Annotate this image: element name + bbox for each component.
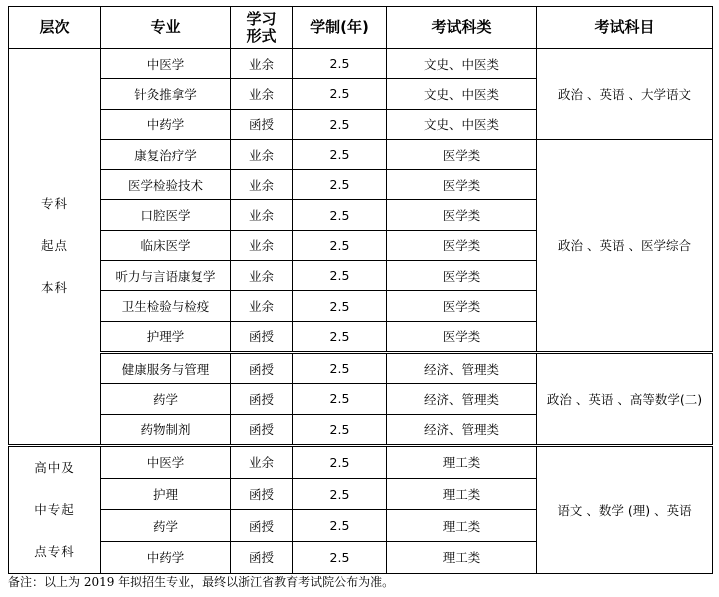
- duration-cell: 2.5: [293, 414, 387, 445]
- category-cell: 文史、中医类: [387, 109, 537, 139]
- category-cell: 文史、中医类: [387, 49, 537, 79]
- major-cell: 中医学: [101, 49, 231, 79]
- level-line: 高中及: [34, 459, 75, 475]
- major-cell: 针灸推拿学: [101, 79, 231, 109]
- major-cell: 口腔医学: [101, 200, 231, 230]
- level-zhuan-to-ben: [9, 49, 101, 446]
- category-cell: 医学类: [387, 200, 537, 230]
- duration-cell: 2.5: [293, 384, 387, 414]
- duration-cell: 2.5: [293, 49, 387, 79]
- duration-cell: 2.5: [293, 510, 387, 542]
- mode-cell: 函授: [231, 542, 293, 574]
- mode-cell: 函授: [231, 109, 293, 139]
- mode-cell: 函授: [231, 352, 293, 383]
- header-mode-line1: 学习: [246, 9, 277, 28]
- mode-cell: 业余: [231, 49, 293, 79]
- duration-cell: 2.5: [293, 230, 387, 260]
- table-row: [9, 352, 713, 383]
- subjects-group-1: 政治 、英语 、大学语文: [537, 49, 713, 140]
- duration-cell: 2.5: [293, 79, 387, 109]
- major-cell: 药物制剂: [101, 414, 231, 445]
- category-cell: 经济、管理类: [387, 352, 537, 383]
- mode-cell: 业余: [231, 261, 293, 291]
- category-cell: 医学类: [387, 230, 537, 260]
- duration-cell: 2.5: [293, 170, 387, 200]
- level-line: 中专起: [34, 501, 75, 517]
- major-cell: 医学检验技术: [101, 170, 231, 200]
- header-level: 层次: [9, 7, 101, 49]
- duration-cell: 2.5: [293, 261, 387, 291]
- duration-cell: 2.5: [293, 200, 387, 230]
- header-major: 专业: [101, 7, 231, 49]
- table-row: [9, 49, 713, 79]
- duration-cell: 2.5: [293, 321, 387, 352]
- mode-cell: 函授: [231, 510, 293, 542]
- header-mode: [231, 7, 293, 49]
- header-category: 考试科类: [387, 7, 537, 49]
- mode-cell: 业余: [231, 445, 293, 478]
- admissions-table: [8, 6, 713, 574]
- footnote: 备注：以上为 2019 年拟招生专业，最终以浙江省教育考试院公布为准。: [8, 575, 395, 589]
- header-row: [9, 7, 713, 49]
- major-cell: 护理: [101, 478, 231, 510]
- duration-cell: 2.5: [293, 291, 387, 321]
- mode-cell: 函授: [231, 414, 293, 445]
- major-cell: 药学: [101, 510, 231, 542]
- duration-cell: 2.5: [293, 352, 387, 383]
- major-cell: 健康服务与管理: [101, 352, 231, 383]
- level-line: 起点: [40, 238, 68, 254]
- duration-cell: 2.5: [293, 542, 387, 574]
- category-cell: 医学类: [387, 170, 537, 200]
- major-cell: 临床医学: [101, 230, 231, 260]
- header-mode-line2: 形式: [246, 26, 277, 45]
- major-cell: 药学: [101, 384, 231, 414]
- category-cell: 经济、管理类: [387, 384, 537, 414]
- table-row: [9, 139, 713, 169]
- category-cell: 医学类: [387, 261, 537, 291]
- category-cell: 经济、管理类: [387, 414, 537, 445]
- duration-cell: 2.5: [293, 139, 387, 169]
- subjects-group-4: 语文 、数学 (理) 、英语: [537, 445, 713, 573]
- subjects-group-3: 政治 、英语 、高等数学(二): [537, 352, 713, 445]
- major-cell: 康复治疗学: [101, 139, 231, 169]
- category-cell: 理工类: [387, 478, 537, 510]
- mode-cell: 函授: [231, 478, 293, 510]
- major-cell: 中医学: [101, 445, 231, 478]
- category-cell: 理工类: [387, 510, 537, 542]
- mode-cell: 业余: [231, 200, 293, 230]
- mode-cell: 函授: [231, 384, 293, 414]
- mode-cell: 函授: [231, 321, 293, 352]
- category-cell: 理工类: [387, 542, 537, 574]
- level-gaozhong-to-zhuan: [9, 445, 101, 573]
- mode-cell: 业余: [231, 230, 293, 260]
- duration-cell: 2.5: [293, 109, 387, 139]
- category-cell: 文史、中医类: [387, 79, 537, 109]
- major-cell: 护理学: [101, 321, 231, 352]
- header-duration: 学制(年): [293, 7, 387, 49]
- category-cell: 理工类: [387, 445, 537, 478]
- level-line: 点专科: [34, 543, 75, 559]
- mode-cell: 业余: [231, 291, 293, 321]
- major-cell: 中药学: [101, 109, 231, 139]
- major-cell: 中药学: [101, 542, 231, 574]
- mode-cell: 业余: [231, 170, 293, 200]
- table-row: [9, 445, 713, 478]
- category-cell: 医学类: [387, 139, 537, 169]
- level-line: 本科: [40, 280, 68, 296]
- major-cell: 卫生检验与检疫: [101, 291, 231, 321]
- major-cell: 听力与言语康复学: [101, 261, 231, 291]
- level-line: 专科: [40, 196, 68, 212]
- subjects-group-2: 政治 、英语 、医学综合: [537, 139, 713, 352]
- header-subjects: 考试科目: [537, 7, 713, 49]
- duration-cell: 2.5: [293, 445, 387, 478]
- mode-cell: 业余: [231, 79, 293, 109]
- mode-cell: 业余: [231, 139, 293, 169]
- category-cell: 医学类: [387, 321, 537, 352]
- category-cell: 医学类: [387, 291, 537, 321]
- duration-cell: 2.5: [293, 478, 387, 510]
